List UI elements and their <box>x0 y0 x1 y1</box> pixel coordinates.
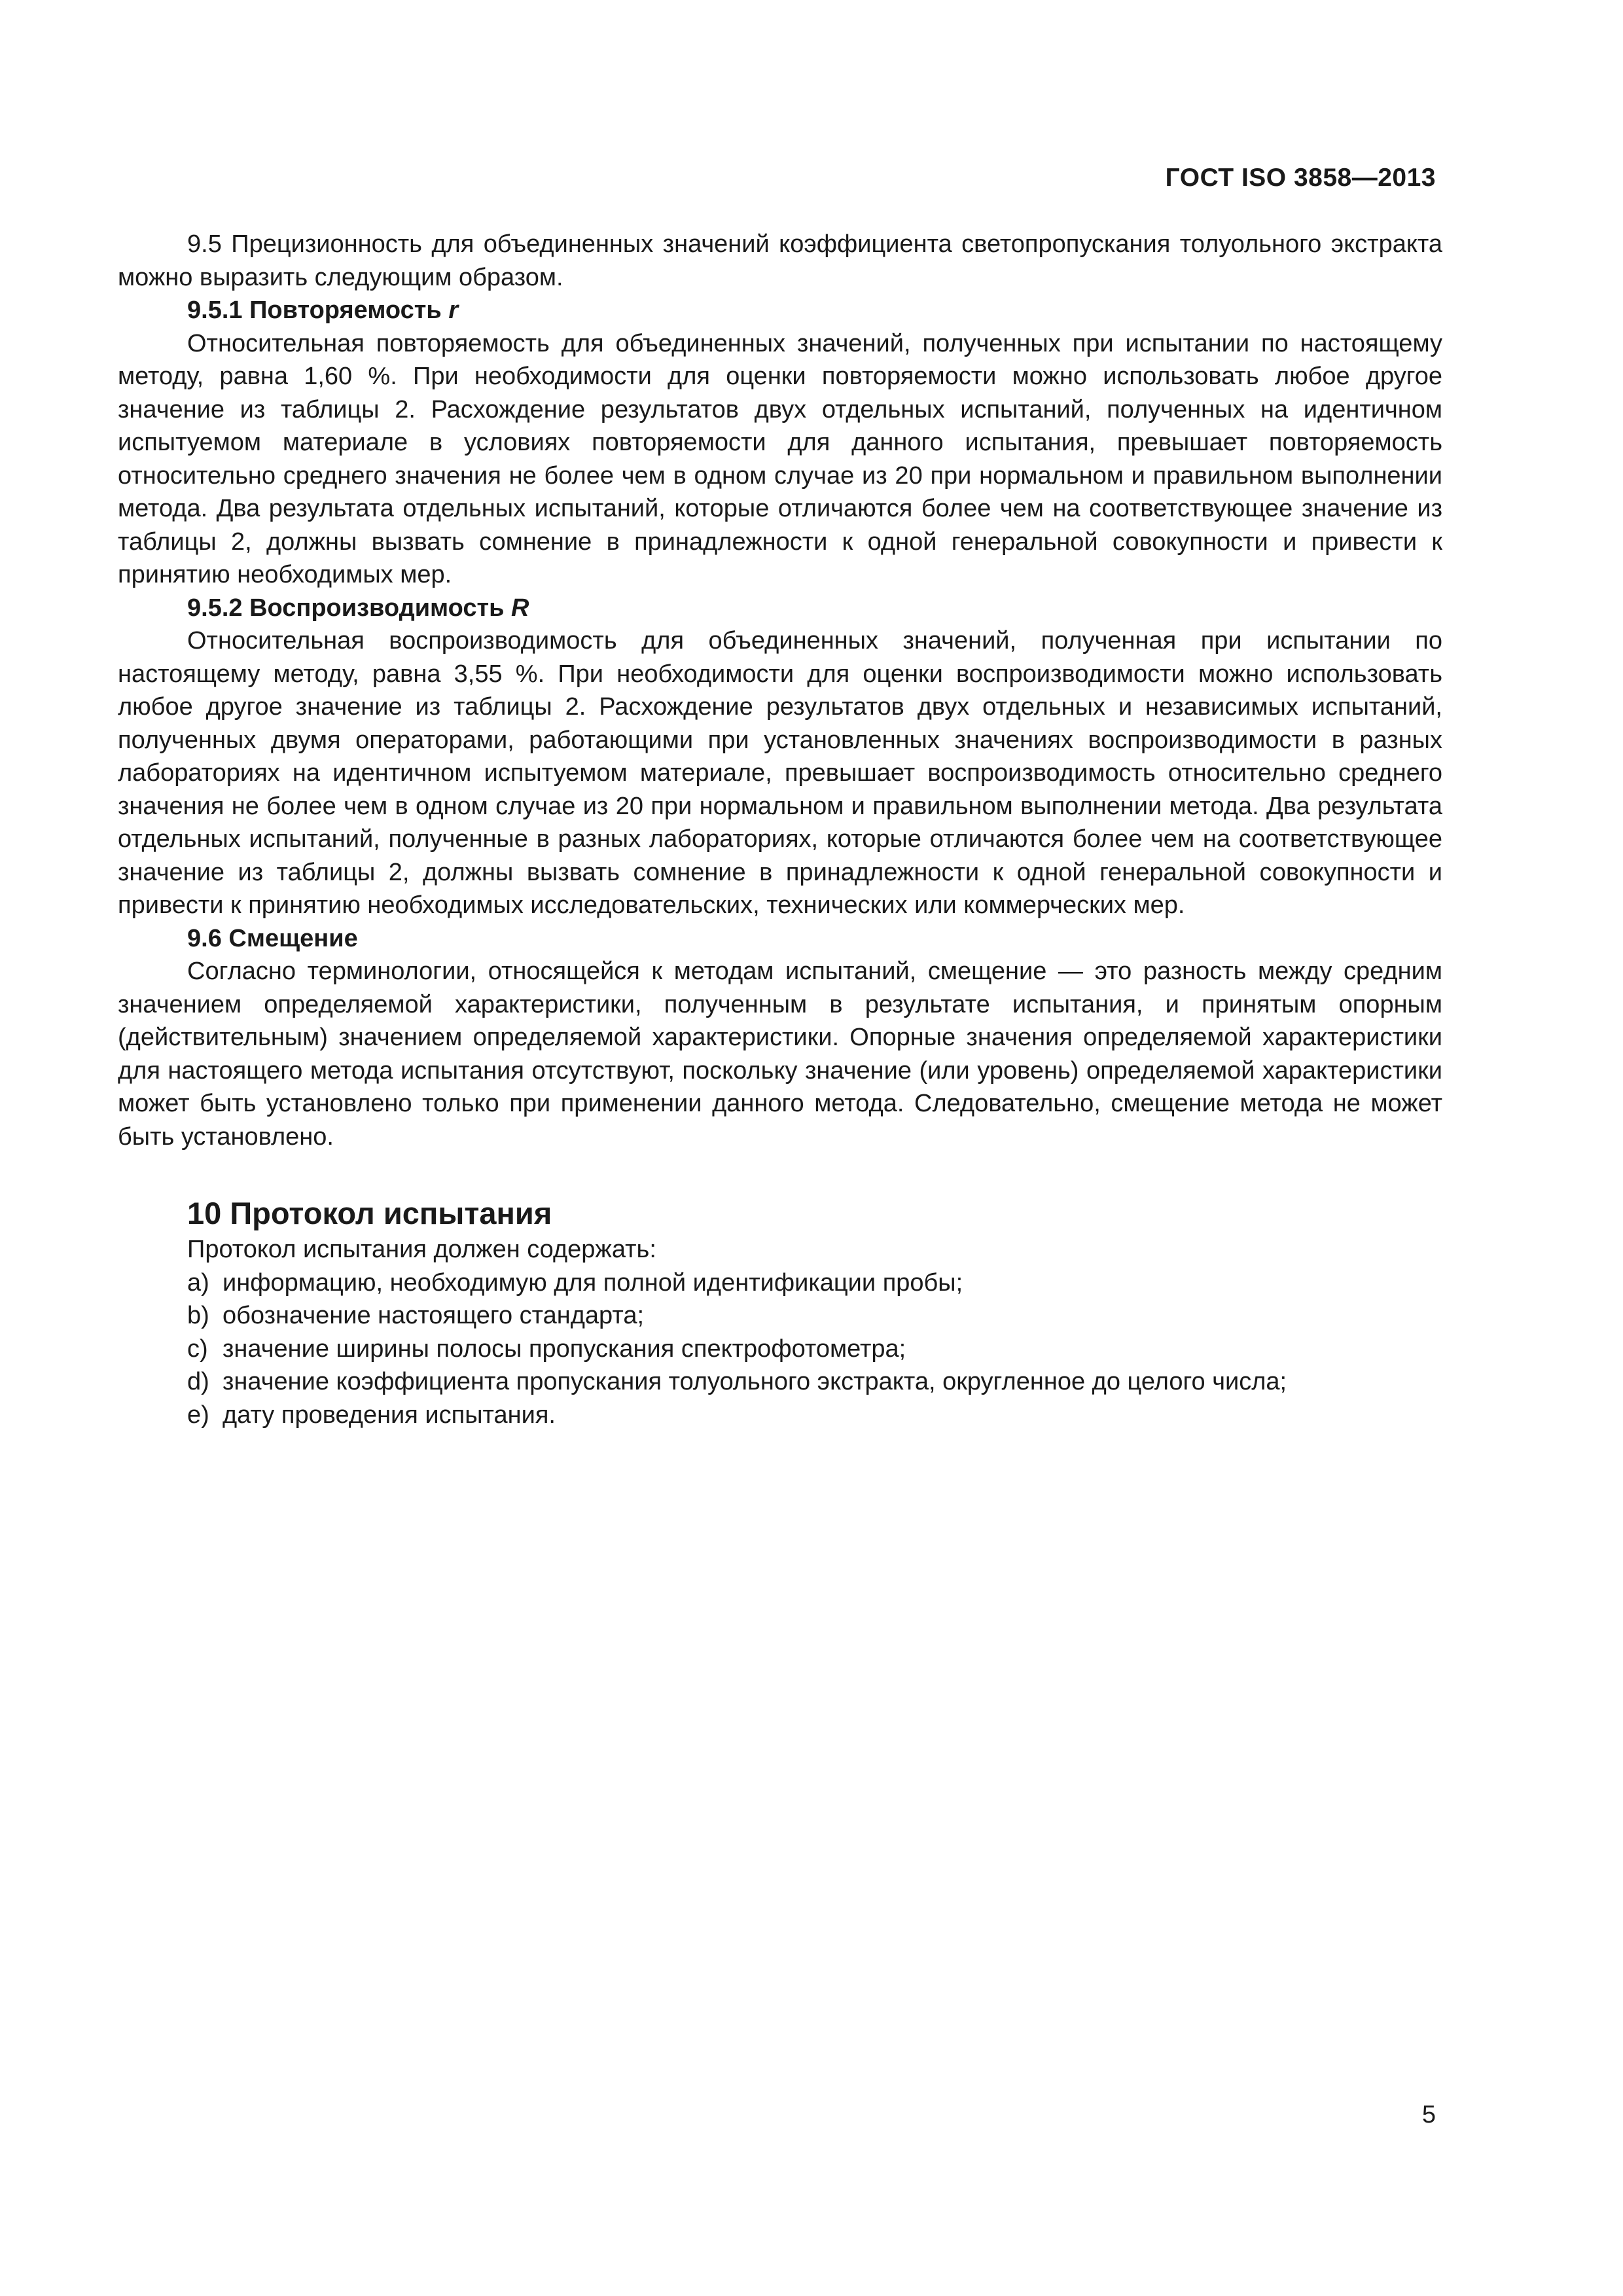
heading-9-5-2 <box>118 592 1442 625</box>
page-number: 5 <box>1421 2101 1436 2128</box>
list-item-text: значение коэффициента пропускания толуольного экстракта, округленное до целого числа; <box>223 1368 1287 1395</box>
list-item <box>118 1266 1442 1300</box>
list-item-text: дату проведения испытания. <box>223 1401 556 1429</box>
heading-9-6 <box>118 922 1442 956</box>
heading-symbol: R <box>511 594 529 622</box>
document-code-header: ГОСТ ISO 3858—2013 <box>1165 164 1436 192</box>
heading-title: Смещение <box>228 924 358 952</box>
paragraph-9-5-1: Относительная повторяемость для объединенных значений, полученных при испытании по настоящему методу, равна 1,60 %. При необходимости для оценки повторяемости можно использовать любое другое значение из таблицы 2. Расхождение результатов двух отдельных испытаний, полученных на идентичном испытуемом материале в условиях повторяемости для данного испытания, превышает повторяемость относительно среднего значения не более чем в одном случае из 20 при нормальном и правильном выполнении метода. Два результата отдельных испытаний, которые отличаются более чем на соответствующее значение из таблицы 2, должны вызвать сомнение в принадлежности к одной генеральной совокупности и привести к принятию необходимых мер. <box>118 329 1442 588</box>
paragraph-9-5-2: Относительная воспроизводимость для объединенных значений, полученная при испытании по настоящему методу, равна 3,55 %. При необходимости для оценки воспроизводимости можно использовать любое другое значение из таблицы 2. Расхождение результатов двух отдельных и независимых испытаний, полученных двумя операторами, работающими при установленных значениях воспроизводимости в разных лабораториях на идентичном испытуемом материале, превышает воспроизводимость относительно среднего значения не более чем в одном случае из 20 при нормальном и правильном выполнении метода. Два результата отдельных испытаний, полученные в разных лабораториях, которые отличаются более чем на соответствующее значение из таблицы 2, должны вызвать сомнение в принадлежности к одной генеральной совокупности и привести к принятию необходимых исследовательских, технических или коммерческих мер. <box>118 627 1442 919</box>
list-item-text: значение ширины полосы пропускания спектрофотометра; <box>223 1335 906 1363</box>
section-10-title: 10 Протокол испытания <box>187 1196 552 1230</box>
heading-title: Повторяемость <box>249 296 442 324</box>
paragraph-9-6: Согласно терминологии, относящейся к методам испытаний, смещение — это разность между средним значением определяемой характеристики, полученным в результате испытания, и принятым опорным (действительным) значением определяемой характеристики. Опорные значения определяемой характеристики для настоящего метода испытания отсутствуют, поскольку значение (или уровень) определяемой характеристики может быть установлено только при применении данного метода. Следовательно, смещение метода не может быть установлено. <box>118 958 1442 1151</box>
list-item-marker: b) <box>187 1302 209 1329</box>
list-item <box>118 1365 1442 1399</box>
section-10-intro: Протокол испытания должен содержать: <box>187 1236 656 1263</box>
list-item <box>118 1299 1442 1333</box>
heading-symbol: r <box>448 296 459 324</box>
list-item-text: информацию, необходимую для полной идентификации пробы; <box>223 1268 963 1297</box>
list-item <box>118 1399 1442 1432</box>
heading-number: 9.6 <box>187 924 222 952</box>
heading-9-5-1 <box>118 294 1442 327</box>
heading-number: 9.5.2 <box>187 594 243 622</box>
document-body <box>118 228 1442 1431</box>
list-item <box>118 1333 1442 1366</box>
list-item-marker: c) <box>187 1335 208 1363</box>
report-contents-list <box>118 1266 1442 1432</box>
list-item-marker: e) <box>187 1401 209 1429</box>
heading-title: Воспроизводимость <box>249 594 505 622</box>
paragraph-9-5: 9.5 Прецизионность для объединенных значений коэффициента светопропускания толуольного экстракта можно выразить следующим образом. <box>118 230 1442 291</box>
heading-number: 9.5.1 <box>187 296 243 324</box>
list-item-marker: d) <box>187 1368 209 1395</box>
list-item-text: обозначение настоящего стандарта; <box>223 1302 645 1329</box>
list-item-marker: a) <box>187 1268 209 1297</box>
